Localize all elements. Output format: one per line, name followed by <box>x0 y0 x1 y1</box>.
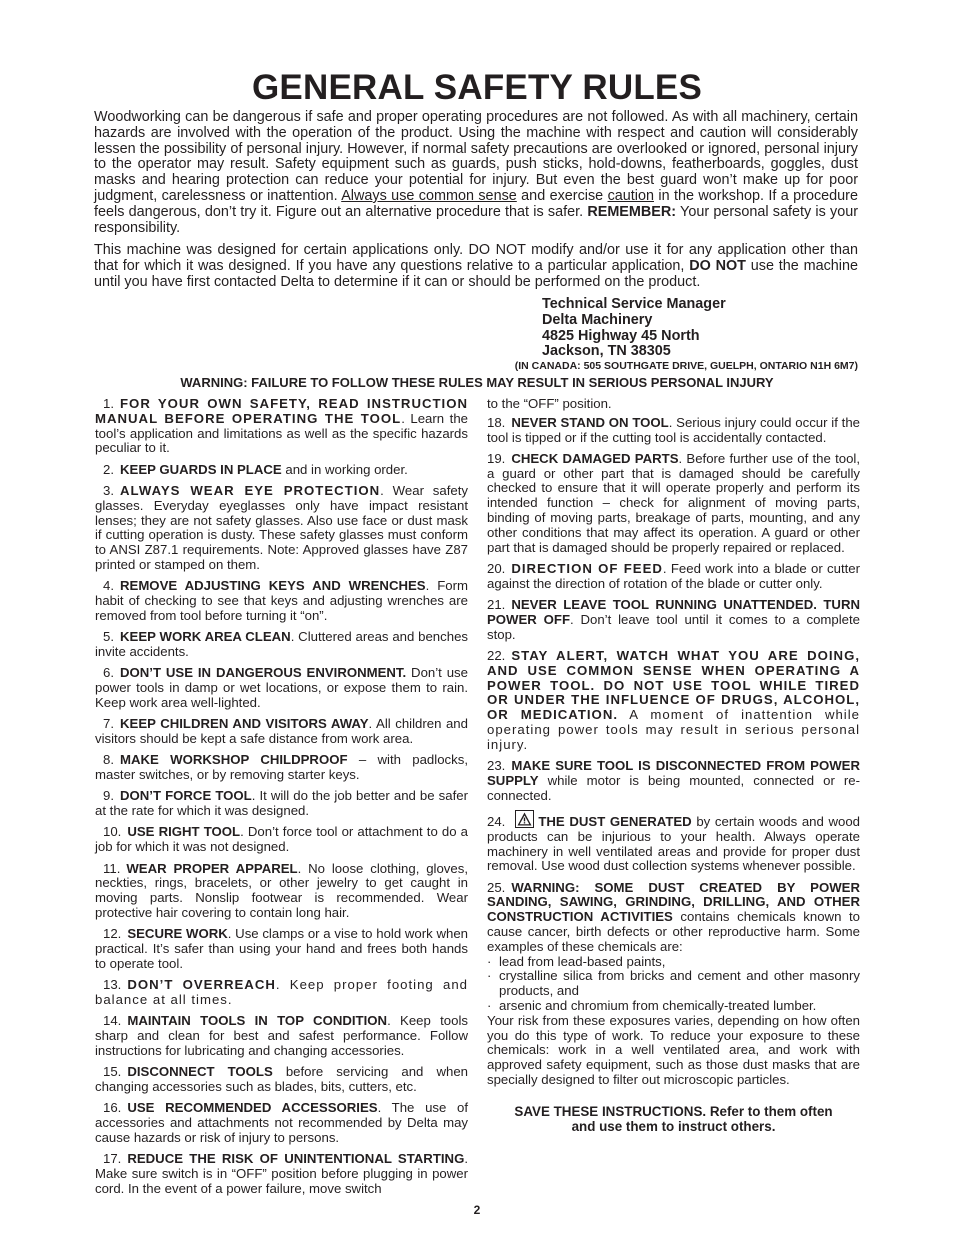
rule-text: . Learn the tool’s application and limitations as well as the specific hazards peculiar to it. <box>95 410 468 456</box>
safety-rule <box>487 562 860 592</box>
rule-text: while motor is being mounted, connected or re-connected. <box>487 772 860 803</box>
safety-rule <box>95 717 468 747</box>
rule-text: . No loose clothing, gloves, neckties, rings, bracelets, or other jewelry to get caught in moving parts. Nonslip footwear is recommended. Wear protective hair covering to contain long hair. <box>95 860 468 920</box>
chemical-list-item <box>487 999 860 1014</box>
rule-heading: DON’T OVERREACH <box>127 977 276 993</box>
rule-text: . Cluttered areas and benches invite accidents. <box>95 629 468 659</box>
chemical-list-item <box>487 969 860 999</box>
bullet-mark: · <box>487 968 492 984</box>
rules-column-left <box>95 397 468 1203</box>
rule-heading: SECURE WORK <box>127 926 228 942</box>
bullet-text: lead from lead-based paints, <box>499 953 666 969</box>
safety-rule <box>95 1152 468 1196</box>
safety-rule <box>95 397 468 456</box>
design-paragraph <box>94 243 858 290</box>
rule-text: . It will do the job better and be safer at the rate for which it was designed. <box>95 788 468 819</box>
design-text: use the machine until you have first contacted Delta to determine if it can or should be performed on the product. <box>94 257 858 290</box>
intro-underlined-common-sense: Always use common sense <box>341 187 517 204</box>
save-line: and use them to instruct others. <box>571 1118 776 1134</box>
rule-text: . All children and visitors should be kept a safe distance from work area. <box>95 716 468 746</box>
rule-heading: MAINTAIN TOOLS IN TOP CONDITION <box>127 1013 388 1029</box>
rule-heading: DIRECTION OF FEED <box>511 560 663 576</box>
rule-number: 2. <box>103 461 114 477</box>
rule-heading: FOR YOUR OWN SAFETY, READ INSTRUCTION MANUAL BEFORE OPERATING THE TOOL <box>95 396 468 426</box>
rule-text: . Keep tools sharp and clean for best and safest performance. Follow instructions for lubricating and changing accessories. <box>95 1013 468 1058</box>
rule-heading: DISCONNECT TOOLS <box>127 1064 273 1080</box>
rule-text: . The use of accessories and attachments not recommended by Delta may cause hazards or risk of injury to persons. <box>95 1100 469 1145</box>
do-not-label: DO NOT <box>689 257 746 274</box>
rule-text: . Don’t leave tool until it comes to a complete stop. <box>487 611 860 642</box>
safety-rule <box>95 1065 468 1095</box>
rule-number: 7. <box>103 716 114 732</box>
safety-rule <box>487 397 860 412</box>
rule-number: 13. <box>103 977 122 993</box>
rule-number: 18. <box>487 414 506 430</box>
safety-rule <box>95 753 468 783</box>
safety-rule <box>487 881 860 955</box>
intro-underlined-caution: caution <box>607 187 654 204</box>
safety-rule <box>95 484 468 573</box>
rule-text: . Wear safety glasses. Everyday eyeglasses only have impact resistant lenses; they are not safety glasses. Also use face or dust mask if cutting operation is dusty. These safety glasses must conform to ANSI Z87.1 requirements. Note: Approved glasses have Z87 printed or stamped on them. <box>95 482 468 572</box>
contact-address <box>542 297 726 360</box>
page-title: GENERAL SAFETY RULES <box>252 68 702 107</box>
rule-number: 23. <box>487 758 506 774</box>
rule-text: . Form habit of checking to see that keys and adjusting wrenches are removed from tool before turning it “on”. <box>95 578 468 623</box>
safety-rule <box>487 759 860 803</box>
safety-rule <box>95 630 468 660</box>
warning-heading: WARNING: FAILURE TO FOLLOW THESE RULES MAY RESULT IN SERIOUS PERSONAL INJURY <box>180 375 774 390</box>
intro-text: Your personal safety is your responsibility. <box>94 203 859 236</box>
intro-text: in the workshop. If a procedure feels dangerous, don’t try it. Figure out an alternative procedure that is safer. <box>94 187 858 220</box>
rule-number: 6. <box>103 665 114 681</box>
rule-number: 10. <box>103 824 122 840</box>
safety-rule <box>487 416 860 446</box>
bullet-mark: · <box>487 953 492 969</box>
rule-number: 15. <box>103 1064 122 1080</box>
rule-heading: USE RECOMMENDED ACCESSORIES <box>127 1100 378 1116</box>
rule-heading: THE DUST GENERATED <box>538 813 692 829</box>
rule-heading: KEEP WORK AREA CLEAN <box>120 629 291 645</box>
bullet-text: crystalline silica from bricks and cement and other masonry products, and <box>499 968 860 999</box>
rule-heading: KEEP CHILDREN AND VISITORS AWAY <box>120 716 369 732</box>
exposure-paragraph: Your risk from these exposures varies, depending on how often you do this type of work. To reduce your exposure to these chemicals: work in a well ventilated area, and work with approved safety equipment, such as those dust masks that are specially designed to filter out microscopic particles. <box>487 1012 860 1087</box>
intro-paragraph <box>94 110 858 236</box>
rule-text: . Feed work into a blade or cutter against the direction of rotation of the blade or cutter only. <box>487 560 860 591</box>
rule-number: 25. <box>487 879 506 895</box>
safety-rule <box>95 463 468 478</box>
rule-number: 8. <box>103 752 114 768</box>
canada-address: (IN CANADA: 505 SOUTHGATE DRIVE, GUELPH, ONTARIO N1H 6M7) <box>514 360 858 372</box>
rule-number: 21. <box>487 597 506 613</box>
rule-number: 3. <box>103 482 114 498</box>
rule-number: 12. <box>103 926 122 942</box>
rule-heading: STAY ALERT, WATCH WHAT YOU ARE DOING, AND USE COMMON SENSE WHEN OPERATING A POWER TOOL. DO NOT USE TOOL WHILE TIRED OR UNDER THE INFLUENCE OF DRUGS, ALCOHOL, OR MEDICATION. <box>487 647 860 723</box>
rule-text: and in working order. <box>281 461 408 477</box>
address-line: Delta Machinery <box>542 311 653 328</box>
rule-text: by certain woods and wood products can be injurious to your health. Always operate machinery in well ventilated areas and provide for proper dust removal. Use wood dust collection systems whenever possible. <box>487 813 861 874</box>
rule-text: – with padlocks, master switches, or by removing starter keys. <box>95 752 468 783</box>
chemical-list-item <box>487 955 860 970</box>
rule-heading: MAKE WORKSHOP CHILDPROOF <box>120 752 348 768</box>
safety-rule <box>95 927 468 971</box>
safety-rule <box>95 1014 468 1058</box>
bullet-text: arsenic and chromium from chemically-treated lumber. <box>499 997 817 1013</box>
rule-number: 20. <box>487 560 506 576</box>
safety-rule <box>95 789 468 819</box>
rule-text: A moment of inattention while operating power tools may result in serious personal injury. <box>487 707 861 752</box>
rule-heading: MAKE SURE TOOL IS DISCONNECTED FROM POWER SUPPLY <box>487 758 860 788</box>
rule-number: 1. <box>103 396 114 411</box>
rule-number: 11. <box>103 860 121 876</box>
rule-text: . Don’t force tool or attachment to do a job for which it was not designed. <box>95 824 469 855</box>
safety-rule <box>487 810 860 874</box>
rule-number: 16. <box>103 1100 122 1116</box>
rule-number: 14. <box>103 1013 122 1029</box>
safety-rule <box>95 825 468 855</box>
address-line: Jackson, TN 38305 <box>542 343 671 360</box>
rule-number: 17. <box>103 1151 122 1167</box>
rule-number: 4. <box>103 578 114 594</box>
safety-rule <box>95 666 468 710</box>
save-instructions-note <box>487 1104 860 1134</box>
rule-heading: DON’T USE IN DANGEROUS ENVIRONMENT. <box>120 665 407 681</box>
save-line: SAVE THESE INSTRUCTIONS. Refer to them often <box>514 1103 833 1119</box>
rule-heading: NEVER STAND ON TOOL <box>511 414 669 430</box>
safety-rule <box>95 978 468 1008</box>
rule-heading: WARNING: SOME DUST CREATED BY POWER SANDING, SAWING, GRINDING, DRILLING, AND OTHER CONSTRUCTION ACTIVITIES <box>487 879 860 925</box>
rule-number: 24. <box>487 813 506 829</box>
safety-rule <box>95 862 468 921</box>
rule-heading: USE RIGHT TOOL <box>127 824 241 840</box>
rule-number: 19. <box>487 450 506 466</box>
rule-text: . Before further use of the tool, a guard or other part that is damaged should be carefully checked to ensure that it will operate properly and perform its intended function – check for alignment of moving parts, binding of moving parts, breakage of parts, mounting, and any other conditions that may affect its operation. A guard or other part that is damaged should be properly repaired or replaced. <box>487 450 860 555</box>
safety-rule <box>487 598 860 642</box>
rule-heading: NEVER LEAVE TOOL RUNNING UNATTENDED. TURN POWER OFF <box>487 597 860 627</box>
design-text: This machine was designed for certain applications only. DO NOT modify and/or use it for any application other than that for which it was designed. If you have any questions relative to a particular application, <box>94 242 858 274</box>
page-number: 2 <box>473 1203 481 1217</box>
rule-heading: REDUCE THE RISK OF UNINTENTIONAL STARTING <box>127 1151 465 1167</box>
rule-text: . Make sure switch is in “OFF” position before plugging in power cord. In the event of a power failure, move switch <box>95 1151 468 1196</box>
address-line: 4825 Highway 45 North <box>542 327 700 344</box>
rule-text: before servicing and when changing accessories such as blades, bits, cutters, etc. <box>95 1064 468 1094</box>
intro-text: Woodworking can be dangerous if safe and proper operating procedures are not followed. As with all machinery, certain hazards are involved with the operation of the product. Using the machine with respect and caution will considerably lessen the possibility of personal injury. However, if normal safety precautions are overlooked or ignored, personal injury to the operator may result. Safety equipment such as guards, push sticks, hold-downs, featherboards, goggles, dust masks and hearing protection can reduce your potential for injury. But even the best guard won’t make up for poor judgment, carelessness or inattention. <box>94 109 858 204</box>
rule-number: 5. <box>103 629 114 645</box>
remember-label: REMEMBER: <box>587 203 677 220</box>
rules-column-right <box>487 397 860 1134</box>
address-line: Technical Service Manager <box>542 296 726 312</box>
safety-rule <box>95 1101 468 1145</box>
rule-text: . Use clamps or a vise to hold work when practical. It’s safer than using your hand and frees both hands to operate tool. <box>95 926 468 971</box>
rule-text: to the “OFF” position. <box>487 396 612 411</box>
rule-number: 9. <box>103 788 114 804</box>
rule-heading: ALWAYS WEAR EYE PROTECTION <box>120 482 381 498</box>
rule-text: Don’t use power tools in damp or wet locations, or expose them to rain. Keep work area well-lighted. <box>95 665 468 710</box>
safety-rule <box>95 579 468 623</box>
rule-text: . Serious injury could occur if the tool is tipped or if the cutting tool is accidentally contacted. <box>487 414 860 445</box>
intro-text: and exercise <box>516 187 608 204</box>
safety-rule <box>487 452 860 556</box>
warning-triangle-icon <box>515 810 534 828</box>
rule-text: contains chemicals known to cause cancer, birth defects or other reproductive harm. Some examples of these chemicals are: <box>487 909 860 954</box>
rule-heading: CHECK DAMAGED PARTS <box>511 450 679 466</box>
rule-number: 22. <box>487 647 506 663</box>
bullet-mark: · <box>487 997 492 1013</box>
safety-rule <box>487 649 860 753</box>
rule-heading: DON’T FORCE TOOL <box>120 788 252 804</box>
rule-text: . Keep proper footing and balance at all times. <box>95 977 468 1007</box>
rule-heading: KEEP GUARDS IN PLACE <box>120 461 282 477</box>
rule-heading: WEAR PROPER APPAREL <box>126 860 298 876</box>
rule-heading: REMOVE ADJUSTING KEYS AND WRENCHES <box>120 578 426 594</box>
